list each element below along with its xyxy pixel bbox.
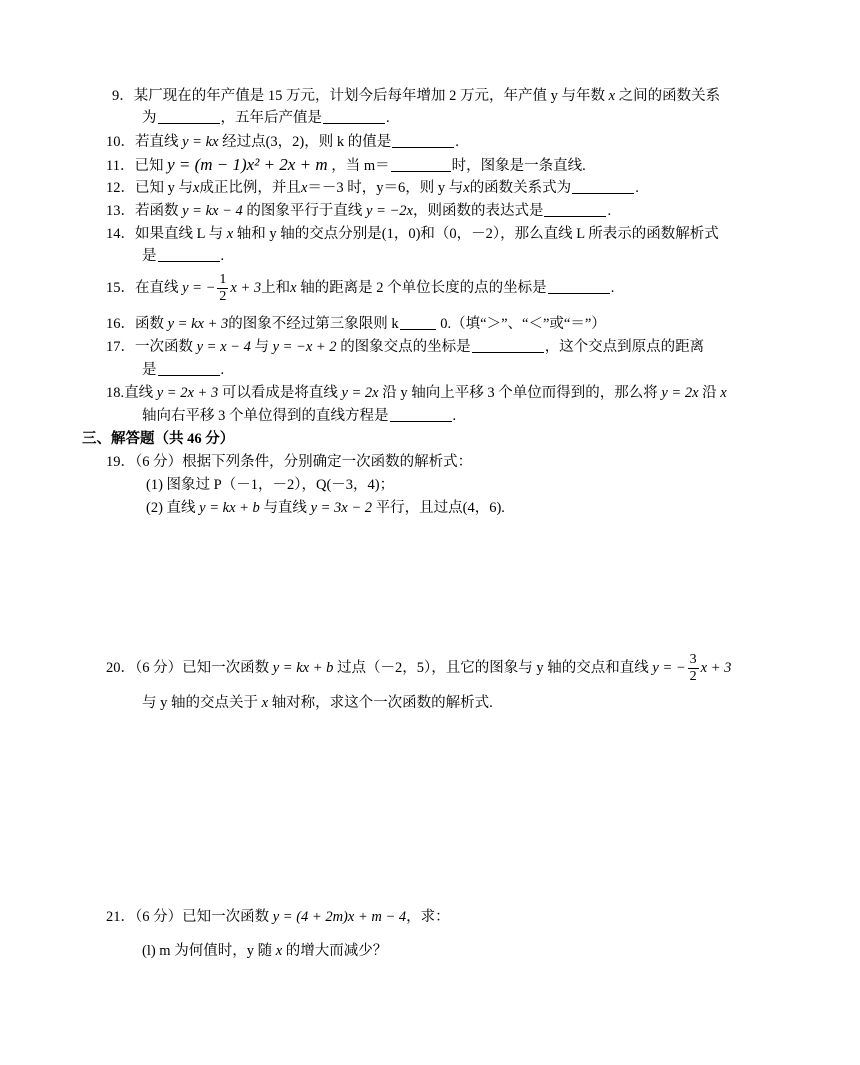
punctuation: .: [220, 362, 225, 378]
question-number: 9．: [112, 88, 134, 104]
equation: y = 2x: [661, 385, 699, 401]
question-text: 沿: [702, 385, 717, 401]
question-text: 为: [142, 110, 157, 126]
question-number: 18.: [106, 385, 125, 401]
question-text: 可以看成是将直线: [221, 385, 338, 401]
question-text: 过点（－2，5），且它的图象与 y 轴的交点和直线: [337, 660, 649, 676]
question-text: 已知 y 与: [135, 180, 193, 196]
question-text: 轴和 y 轴的交点分别是(1，0)和（0，－2），那么直线 L 所表示的函数解析式: [236, 226, 719, 242]
question-text: 轴对称，求这个一次函数的解析式.: [271, 695, 493, 711]
fraction: [688, 652, 699, 685]
question-number: 16．: [106, 316, 135, 332]
question-text: 已知: [134, 158, 164, 174]
question-text: ，当 m＝: [331, 158, 390, 174]
question-text: 函数: [135, 316, 164, 332]
answer-blank[interactable]: [392, 133, 454, 148]
question-text: (l) m 为何值时，y 随: [142, 943, 273, 959]
answer-blank[interactable]: [548, 279, 610, 294]
variable: x: [463, 180, 470, 196]
equation: y = (m − 1)x² + 2x + m: [167, 155, 328, 174]
equation: y = −: [652, 660, 686, 676]
punctuation: .: [386, 110, 390, 126]
question-text: (2) 直线: [146, 500, 196, 516]
variable: x: [608, 88, 616, 104]
answer-blank[interactable]: [158, 247, 220, 262]
question-text: ，求：: [406, 909, 450, 925]
equation: x + 3: [700, 660, 732, 676]
denominator: 2: [689, 669, 697, 685]
question-text: 0.（填“＞”、“＜”或“＝”）: [436, 316, 606, 332]
question-text: 的图象平行于直线: [246, 203, 363, 219]
question-18: [106, 382, 727, 404]
question-19-part-2: [146, 497, 505, 519]
question-text: 平行，且过点(4，6).: [375, 500, 505, 516]
question-text: 直线: [124, 385, 154, 401]
question-text: ，五年后产值是: [220, 110, 322, 126]
punctuation: .: [635, 180, 639, 196]
question-text: 经过点(3，2)，则 k 的值是: [222, 134, 392, 150]
question-14-continuation: [142, 245, 224, 267]
question-text: 的图象不经过第三象限则 k: [228, 316, 399, 332]
question-number: 13．: [106, 203, 135, 219]
question-21: [106, 906, 450, 928]
answer-blank[interactable]: [158, 109, 220, 124]
question-12: [106, 177, 639, 199]
question-text: 之间的函数关系: [618, 88, 721, 104]
equation: x + 3: [230, 280, 262, 296]
equation: y = kx + b: [199, 500, 260, 516]
question-15: [106, 268, 614, 308]
question-text: 与 y 轴的交点关于: [142, 695, 258, 711]
equation: y = (4 + 2m)x + m − 4: [272, 909, 407, 925]
equation: y = −x + 2: [272, 339, 337, 355]
variable: x: [275, 943, 283, 959]
question-18-continuation: [142, 405, 456, 427]
question-text: ，则函数的表达式是: [412, 203, 544, 219]
denominator: 2: [219, 289, 227, 305]
question-number: 20．: [106, 660, 135, 676]
question-text: 成正比例，并且: [199, 180, 301, 196]
answer-blank[interactable]: [400, 315, 436, 330]
question-text: 沿 y 轴向上平移 3 个单位而得到的，那么将: [382, 385, 658, 401]
question-11: [106, 154, 586, 177]
question-20-continuation: [142, 692, 493, 714]
question-text: 在直线: [135, 280, 179, 296]
punctuation: .: [610, 280, 615, 296]
question-text: 是: [142, 362, 157, 378]
question-text: 一次函数: [135, 339, 193, 355]
answer-blank[interactable]: [391, 157, 451, 172]
question-17: [106, 336, 704, 358]
punctuation: .: [220, 248, 225, 264]
question-number: 12．: [106, 180, 135, 196]
question-text: 轴的距离是 2 个单位长度的点的坐标是: [300, 280, 547, 296]
equation: y = kx + b: [272, 660, 334, 676]
question-text: 时，图象是一条直线.: [451, 158, 586, 174]
question-number: 11．: [106, 158, 135, 174]
equation: y = 2x: [341, 385, 379, 401]
answer-blank[interactable]: [572, 179, 634, 194]
variable: x: [193, 180, 200, 196]
section-heading: 三、解答题（共 46 分）: [82, 431, 235, 447]
answer-blank[interactable]: [158, 361, 220, 376]
variable: x: [290, 280, 297, 296]
question-text: （6 分）根据下列条件，分别确定一次函数的解析式：: [135, 454, 473, 470]
question-text: 某厂现在的年产值是 15 万元，计划今后每年增加 2 万元，年产值 y 与年数: [133, 88, 605, 104]
question-13: [106, 200, 611, 222]
variable: x: [720, 385, 727, 401]
variable: x: [300, 180, 308, 196]
question-text: ＝－3 时，y＝6，则 y 与: [307, 180, 464, 196]
question-text: 与直线: [263, 500, 307, 516]
answer-blank[interactable]: [472, 338, 544, 353]
question-9-continuation: [142, 107, 390, 129]
question-text: 轴向右平移 3 个单位得到的直线方程是: [142, 408, 389, 424]
equation: y = −2x: [366, 203, 413, 219]
equation: y = kx − 4: [182, 203, 243, 219]
equation: y = 3x − 2: [310, 500, 373, 516]
answer-blank[interactable]: [390, 407, 452, 422]
question-text: 的函数关系式为: [469, 180, 572, 196]
answer-blank[interactable]: [323, 109, 385, 124]
equation: y = kx: [182, 134, 219, 150]
variable: x: [261, 695, 269, 711]
question-text: 是: [142, 248, 157, 264]
equation: y = 2x + 3: [156, 385, 219, 401]
question-text: （6 分）已知一次函数: [135, 660, 270, 676]
punctuation: .: [607, 203, 612, 219]
question-text: ，这个交点到原点的距离: [544, 339, 705, 355]
question-number: 19．: [106, 454, 135, 470]
question-text: （6 分）已知一次函数: [135, 909, 270, 925]
question-text: 若函数: [135, 203, 179, 219]
numerator: 1: [219, 272, 227, 288]
punctuation: .: [452, 408, 457, 424]
equation: y = −: [182, 280, 216, 296]
question-9: [112, 85, 720, 107]
question-20: [106, 648, 731, 688]
equation: y = kx + 3: [167, 316, 229, 332]
punctuation: .: [455, 134, 459, 150]
question-number: 21．: [106, 909, 135, 925]
question-17-continuation: [142, 359, 224, 381]
question-text: 若直线: [135, 134, 179, 150]
question-19-part-1: (1) 图象过 P（－1，－2），Q(－3，4)；: [146, 477, 395, 493]
question-10: [106, 131, 459, 153]
question-number: 14．: [106, 226, 135, 242]
question-19: [106, 451, 472, 473]
question-text: 的增大而减少？: [285, 943, 388, 959]
question-14: [106, 223, 719, 245]
fraction: [217, 272, 228, 305]
question-number: 15．: [106, 280, 135, 296]
equation: y = x − 4: [196, 339, 251, 355]
question-21-part-1: [142, 940, 387, 962]
variable: x: [226, 226, 234, 242]
question-text: 如果直线 L 与: [135, 226, 224, 242]
numerator: 3: [689, 652, 697, 668]
answer-blank[interactable]: [544, 202, 606, 217]
question-text: 与: [254, 339, 269, 355]
question-16: [106, 313, 606, 335]
question-number: 10．: [106, 134, 135, 150]
question-number: 17．: [106, 339, 135, 355]
question-text: 的图象交点的坐标是: [340, 339, 471, 355]
question-text: 上和: [261, 280, 291, 296]
